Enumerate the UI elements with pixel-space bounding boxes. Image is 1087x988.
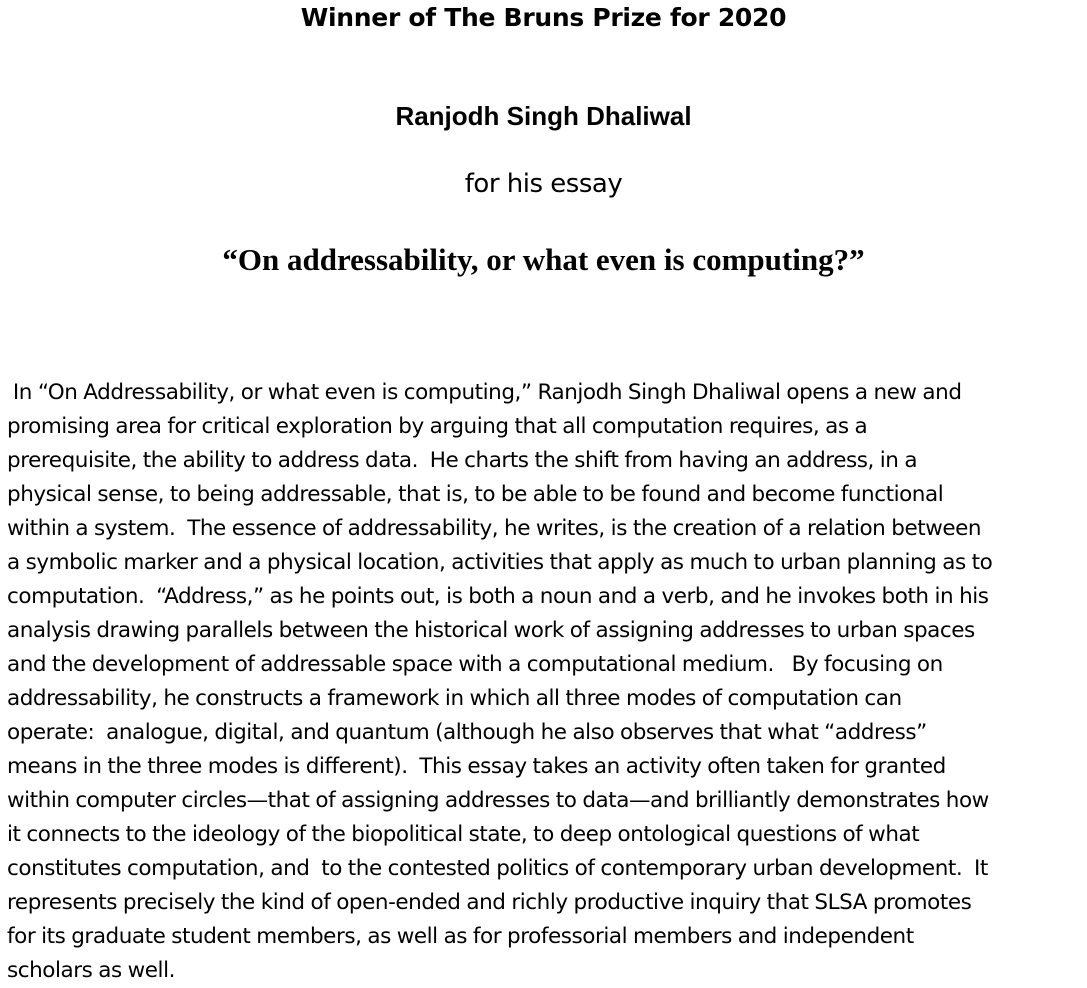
paragraph-line: promising area for critical exploration by arguing that all computation requires, as a (7, 414, 868, 439)
citation-paragraph (7, 376, 1085, 988)
paragraph-line: prerequisite, the ability to address data. He charts the shift from having an address, in a (7, 448, 918, 473)
paragraph-line: constitutes computation, and to the contested politics of contemporary urban development. It (7, 856, 988, 881)
essay-title: “On addressability, or what even is computing?” (222, 242, 865, 277)
paragraph-line: means in the three modes is different). This essay takes an activity often taken for granted (7, 754, 946, 779)
paragraph-line: and the development of addressable space with a computational medium. By focusing on (7, 652, 943, 677)
paragraph-line: operate: analogue, digital, and quantum (although he also observes that what “address” (7, 720, 927, 745)
paragraph-line: for its graduate student members, as well as for professorial members and independent (7, 924, 914, 949)
author-name: Ranjodh Singh Dhaliwal (395, 101, 692, 131)
paragraph-line: within computer circles—that of assigning addresses to data—and brilliantly demonstrates how (7, 788, 989, 813)
paragraph-line: a symbolic marker and a physical location, activities that apply as much to urban planning as to (7, 550, 993, 575)
prize-title: Winner of The Bruns Prize for 2020 (300, 3, 787, 32)
paragraph-line: within a system. The essence of addressability, he writes, is the creation of a relation between (7, 516, 982, 541)
for-his-essay-line: for his essay (464, 169, 623, 199)
paragraph-line: analysis drawing parallels between the historical work of assigning addresses to urban spaces (7, 618, 975, 643)
paragraph-line: represents precisely the kind of open-ended and richly productive inquiry that SLSA promotes (7, 890, 972, 915)
paragraph-line: physical sense, to being addressable, that is, to be able to be found and become functional (7, 482, 944, 507)
paragraph-line: scholars as well. (7, 958, 175, 983)
paragraph-line: addressability, he constructs a framework in which all three modes of computation can (7, 686, 902, 711)
paragraph-line: In “On Addressability, or what even is computing,” Ranjodh Singh Dhaliwal opens a new and (7, 380, 962, 405)
paragraph-line: computation. “Address,” as he points out, is both a noun and a verb, and he invokes both in his (7, 584, 989, 609)
paragraph-line: it connects to the ideology of the biopolitical state, to deep ontological questions of what (7, 822, 920, 847)
